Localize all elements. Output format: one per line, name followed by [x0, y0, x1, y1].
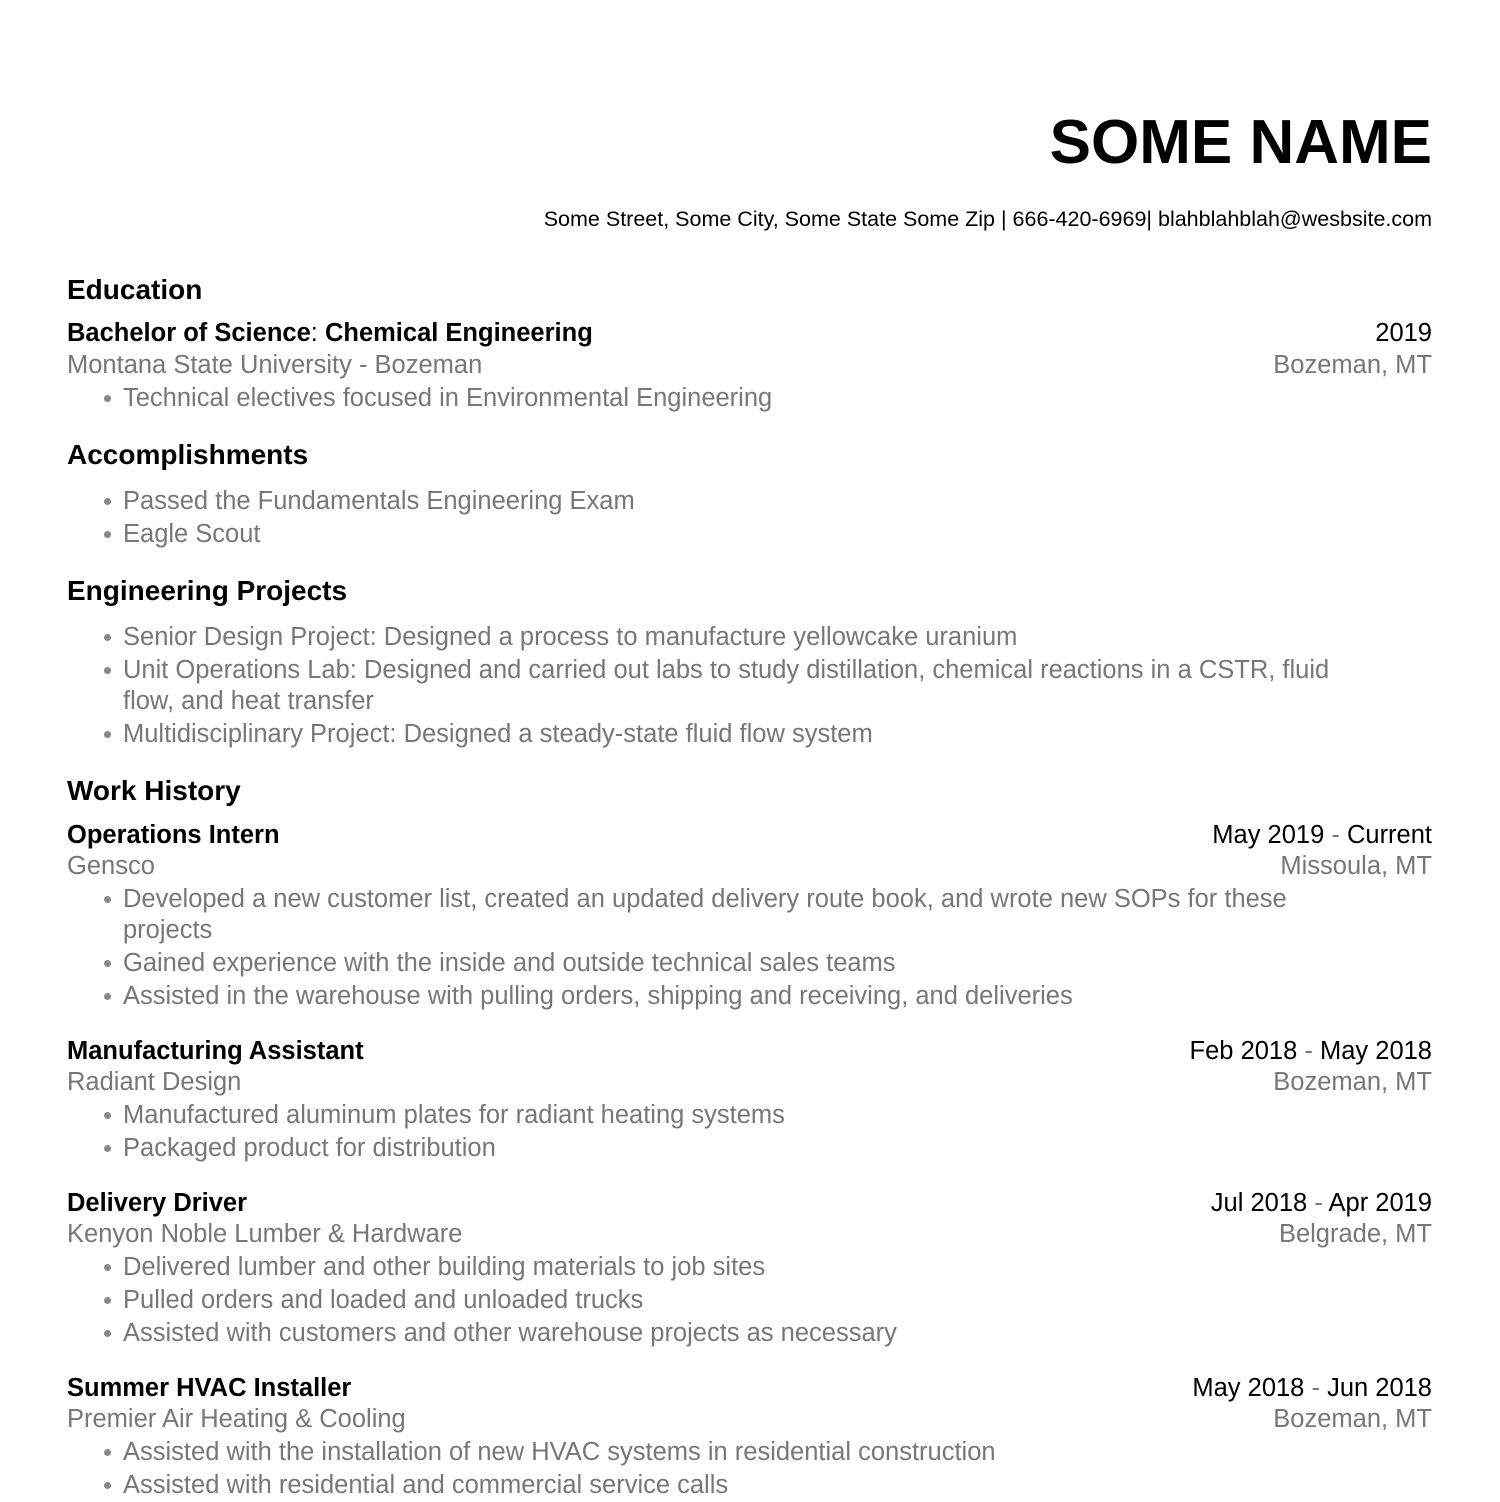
start-date: May 2018	[1192, 1374, 1305, 1402]
list-item-text: Assisted in the warehouse with pulling orders, shipping and receiving, and deliveries	[123, 982, 1073, 1010]
list-item	[104, 654, 1432, 687]
company: Radiant Design	[67, 1068, 242, 1096]
date-dash: -	[1314, 1189, 1323, 1217]
end-date: Jun 2018	[1327, 1374, 1432, 1402]
list-item-text: Eagle Scout	[123, 520, 261, 548]
section-heading-projects: Engineering Projects	[67, 575, 348, 606]
job-title-line	[67, 1035, 1432, 1068]
job-location: Belgrade, MT	[1278, 1220, 1432, 1248]
candidate-name: SOME NAME	[1049, 108, 1432, 177]
end-date: May 2018	[1320, 1037, 1432, 1065]
school-line	[67, 349, 1432, 382]
company-line	[67, 1403, 1432, 1436]
list-item-continuation: flow, and heat transfer	[123, 687, 374, 715]
list-item	[104, 1436, 1432, 1469]
end-date: Apr 2019	[1328, 1189, 1432, 1217]
section-heading-accomplishments: Accomplishments	[67, 439, 309, 470]
list-item	[104, 1251, 1432, 1284]
list-item-text: Assisted with customers and other warehouse projects as necessary	[123, 1319, 897, 1347]
job-title: Manufacturing Assistant	[67, 1037, 364, 1065]
list-item-text: Packaged product for distribution	[123, 1134, 496, 1162]
school-location: Bozeman, MT	[1273, 351, 1432, 379]
company: Premier Air Heating & Cooling	[67, 1405, 406, 1433]
company-line	[67, 1066, 1432, 1099]
degree-line	[67, 317, 1432, 350]
job-dates	[1211, 1187, 1432, 1220]
list-item-text: Technical electives focused in Environmental Engineering	[123, 384, 773, 412]
list-item-text: Assisted with residential and commercial service calls	[123, 1471, 729, 1499]
list-item	[104, 1469, 1432, 1502]
list-item-text: Assisted with the installation of new HVAC systems in residential construction	[123, 1438, 996, 1466]
list-item-text: Multidisciplinary Project: Designed a steady-state fluid flow system	[123, 720, 873, 748]
job-dates	[1190, 1035, 1432, 1068]
job-location: Missoula, MT	[1280, 852, 1432, 880]
list-item-text: Pulled orders and loaded and unloaded trucks	[123, 1286, 644, 1314]
list-item	[104, 1099, 1432, 1132]
section-heading-work: Work History	[67, 775, 241, 806]
list-item-text: Developed a new customer list, created an updated delivery route book, and wrote new SOPs for these	[123, 885, 1287, 913]
degree-separator: :	[310, 319, 318, 347]
start-date: Feb 2018	[1189, 1037, 1298, 1065]
job-location: Bozeman, MT	[1273, 1068, 1432, 1096]
list-item-text: Delivered lumber and other building materials to job sites	[123, 1253, 766, 1281]
company-line	[67, 850, 1432, 883]
start-date: Jul 2018	[1210, 1189, 1308, 1217]
company: Kenyon Noble Lumber & Hardware	[67, 1220, 463, 1248]
job-title: Delivery Driver	[67, 1189, 248, 1217]
list-item-text: Gained experience with the inside and outside technical sales teams	[123, 949, 896, 977]
date-dash: -	[1331, 821, 1340, 849]
date-dash: -	[1311, 1374, 1320, 1402]
company-line	[67, 1218, 1432, 1251]
list-item-text: Senior Design Project: Designed a process to manufacture yellowcake uranium	[123, 623, 1018, 651]
end-date: Current	[1346, 821, 1432, 849]
list-item	[104, 485, 1432, 518]
degree: Bachelor of Science	[67, 319, 311, 347]
major: Chemical Engineering	[324, 319, 593, 347]
section-heading-education: Education	[67, 274, 203, 305]
list-item-continuation: projects	[123, 916, 213, 944]
list-item	[104, 382, 1432, 415]
list-item	[104, 1284, 1432, 1317]
job-dates	[1212, 819, 1432, 852]
list-item	[104, 621, 1432, 654]
list-item-text: Unit Operations Lab: Designed and carried out labs to study distillation, chemical reactions in a CSTR, fluid	[123, 656, 1330, 684]
list-item	[104, 980, 1432, 1013]
job-title-line	[67, 1187, 1432, 1220]
job-title-line	[67, 819, 1432, 852]
school: Montana State University - Bozeman	[67, 351, 483, 379]
list-item-text: Manufactured aluminum plates for radiant heating systems	[123, 1101, 785, 1129]
date-dash: -	[1304, 1037, 1313, 1065]
job-dates	[1192, 1372, 1432, 1405]
company: Gensco	[67, 852, 155, 880]
job-title: Summer HVAC Installer	[67, 1374, 352, 1402]
job-title: Operations Intern	[67, 821, 280, 849]
list-item-text: Passed the Fundamentals Engineering Exam	[123, 487, 635, 515]
contact-info: Some Street, Some City, Some State Some Zip | 666-420-6969| blahblahblah@wesbsite.com	[543, 207, 1432, 231]
graduation-year: 2019	[1375, 319, 1432, 347]
list-item	[104, 718, 1432, 751]
start-date: May 2019	[1212, 821, 1325, 849]
job-title-line	[67, 1372, 1432, 1405]
list-item	[104, 518, 1432, 551]
list-item	[104, 1317, 1432, 1350]
job-location: Bozeman, MT	[1273, 1405, 1432, 1433]
list-item	[104, 947, 1432, 980]
list-item	[104, 883, 1432, 916]
list-item	[104, 1132, 1432, 1165]
